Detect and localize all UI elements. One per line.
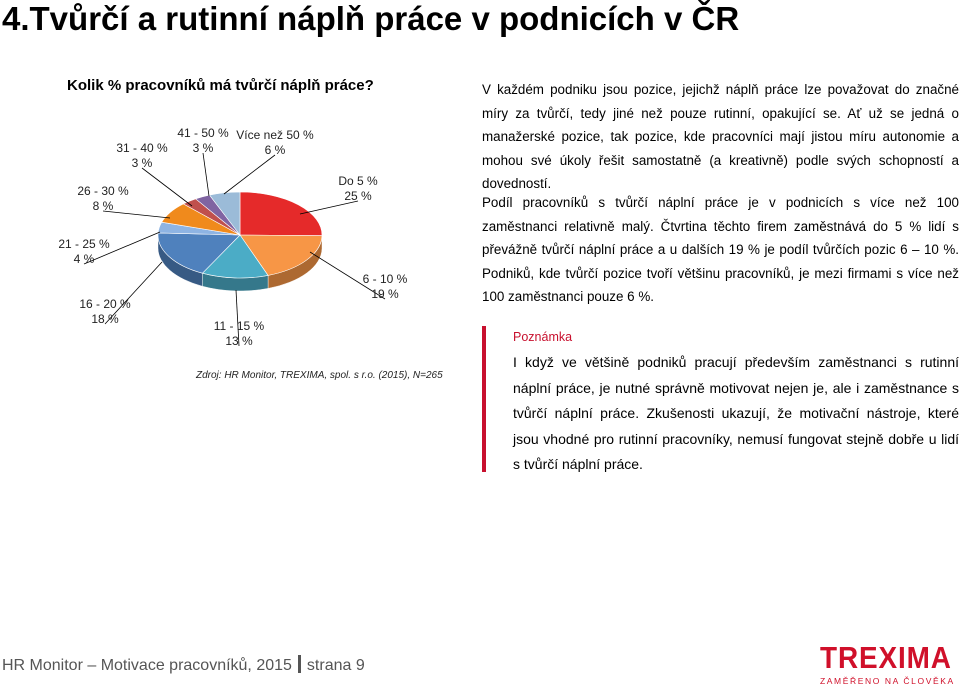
paragraph-intro: V každém podniku jsou pozice, jejichž náplň práce lze považovat do značné míry za tvůrčí, tedy jiné než pouze rutinní, opakující se. Ať už se jedná o manažerské pozice, tak pozice, kde pracovníci mají jistou míru autonomie a mohou své úkoly řešit samostatně (a kreativně) podle svých schopností a dovedností. — [482, 78, 959, 196]
pie-top — [158, 192, 322, 278]
pie-label-value-8: 6 % — [265, 143, 286, 157]
footer-separator — [298, 655, 301, 673]
pie-label-category-1: 6 - 10 % — [363, 272, 408, 286]
note-heading: Poznámka — [513, 330, 572, 344]
pie-label-value-5: 8 % — [93, 199, 114, 213]
pie-label-value-7: 3 % — [193, 141, 214, 155]
pie-label-value-6: 3 % — [132, 156, 153, 170]
pie-label-value-3: 18 % — [91, 312, 119, 326]
pie-label-category-2: 11 - 15 % — [214, 319, 265, 333]
pie-label-category-8: Více než 50 % — [236, 128, 314, 142]
pie-leader-line-6 — [142, 168, 192, 206]
footer — [2, 655, 365, 675]
pie-chart — [0, 0, 480, 400]
note-accent-bar — [482, 326, 486, 472]
pie-label-value-0: 25 % — [344, 189, 372, 203]
footer-title: HR Monitor – Motivace pracovníků, 2015 — [2, 657, 292, 674]
pie-label-category-6: 31 - 40 % — [116, 141, 168, 155]
note-text: I když ve většině podniků pracují především zaměstnanci s rutinní náplní práce, je nutné správně motivovat nejen je, ale i zaměstnance s tvůrčí náplní práce. Zkušenosti ukazují, že motivační nástroje, které jsou vhodné pro rutinní pracovníky, nemusí fungovat stejně dobře u lidí s tvůrčí náplní práce. — [513, 350, 959, 478]
chart-title: Kolik % pracovníků má tvůrčí náplň práce? — [67, 77, 374, 94]
trexima-logo — [820, 642, 958, 686]
page-title: 4.Tvůrčí a rutinní náplň práce v podnicích v ČR — [2, 0, 739, 38]
pie-label-value-2: 13 % — [225, 334, 253, 348]
pie-label-category-5: 26 - 30 % — [77, 184, 129, 198]
pie-label-value-4: 4 % — [74, 252, 95, 266]
pie-leader-line-8 — [224, 155, 275, 194]
chart-source-text: Zdroj: HR Monitor, TREXIMA, spol. s r.o. (2015), N=265 — [196, 370, 443, 381]
logo-tagline: ZAMĚŘENO NA ČLOVĚKA — [820, 676, 958, 686]
footer-page-number: strana 9 — [307, 657, 365, 674]
pie-leader-line-7 — [203, 153, 209, 196]
pie-label-category-7: 41 - 50 % — [177, 126, 229, 140]
pie-label-category-4: 21 - 25 % — [58, 237, 110, 251]
pie-slice-0 — [240, 192, 322, 236]
logo-wordmark: TREXIMA — [820, 642, 944, 674]
pie-label-category-0: Do 5 % — [338, 174, 378, 188]
chart-source — [196, 370, 443, 381]
pie-label-value-1: 19 % — [371, 287, 399, 301]
paragraph-findings: Podíl pracovníků s tvůrčí náplní práce je v podnicích s více než 100 zaměstnanci relativně malý. Čtvrtina těchto firem zaměstnává do 5 % lidí s převážně tvůrčí náplní práce a u dalších 19 % je podíl tvůrčích pozic 6 – 10 %. Podniků, kde tvůrčí pozice tvoří většinu pracovníků, je mezi firmami s více než 100 zaměstnanci pouze 6 %. — [482, 191, 959, 309]
pie-label-category-3: 16 - 20 % — [79, 297, 131, 311]
